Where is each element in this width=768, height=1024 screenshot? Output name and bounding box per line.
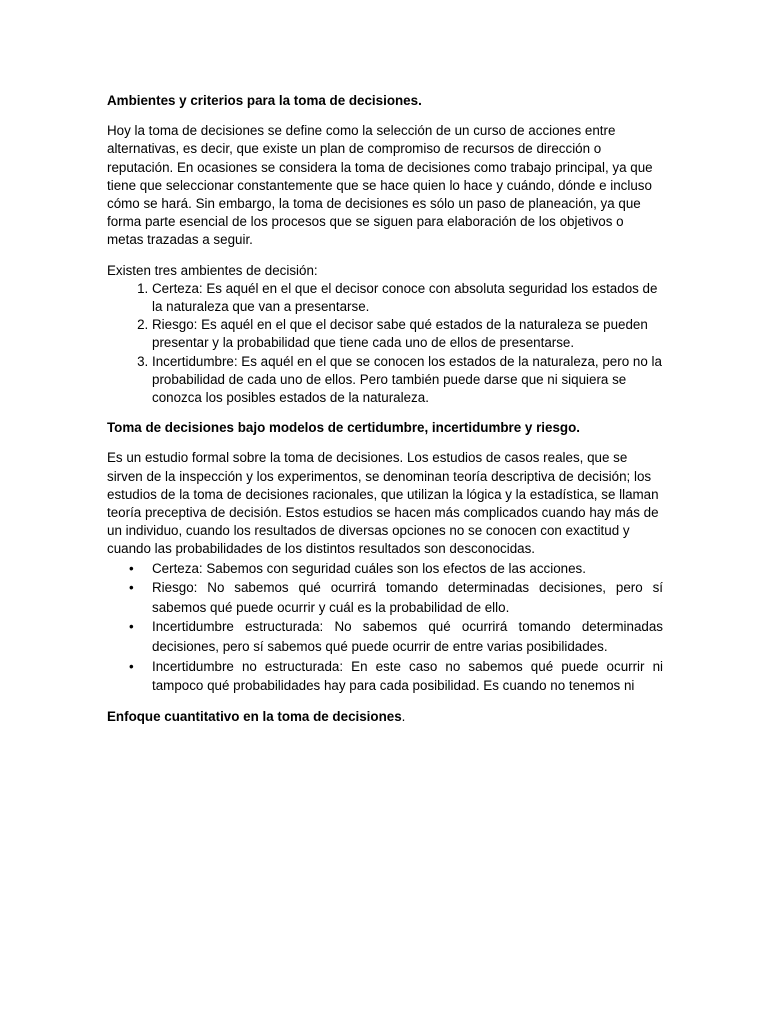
- section-heading-modelos: Toma de decisiones bajo modelos de certidumbre, incertidumbre y riesgo.: [107, 420, 581, 436]
- numbered-item-riesgo: 2. Riesgo: Es aquél en el que el decisor sabe qué estados de la naturaleza se pueden presentar y la probabilidad que tiene cada uno de ellos de presentarse.: [152, 316, 663, 352]
- document-page: [107, 92, 663, 726]
- bullet-dot-icon: •: [129, 560, 134, 576]
- section-heading-enfoque: [107, 708, 663, 726]
- bullet-item-incertidumbre-estructurada: [129, 617, 663, 656]
- bullet-item-certeza: [129, 559, 663, 579]
- modelos-bullet-list: [107, 559, 663, 696]
- bullet-item-incertidumbre-no-estructurada: [129, 657, 663, 696]
- bullet-dot-icon: •: [129, 658, 134, 674]
- section-heading-ambientes: Ambientes y criterios para la toma de decisiones.: [107, 93, 422, 108]
- intro-paragraph: Hoy la toma de decisiones se define como la selección de un curso de acciones entre alternativas, es decir, que existe un plan de compromiso de recursos de dirección o reputación. En ocasiones se considera la toma de decisiones como trabajo principal, ya que tiene que seleccionar constantemente que se hace quien lo hace y cuándo, dónde e incluso cómo se hará. Sin embargo, la toma de decisiones es sólo un paso de planeación, ya que forma parte esencial de los procesos que se siguen para elaboración de los objetivos o metas trazadas a seguir.: [107, 123, 653, 248]
- section-heading-enfoque-period: .: [401, 708, 406, 724]
- ambientes-numbered-list: [107, 280, 663, 407]
- ambientes-intro-paragraph: Existen tres ambientes de decisión:: [107, 262, 318, 278]
- bullet-dot-icon: •: [129, 619, 134, 635]
- section-heading-enfoque-text: Enfoque cuantitativo en la toma de decisiones: [107, 708, 402, 724]
- estudio-formal-paragraph: Es un estudio formal sobre la toma de decisiones. Los estudios de casos reales, que se sirven de la inspección y los experimentos, se denominan teoría descriptiva de decisión; los estudios de la toma de decisiones racionales, que utilizan la lógica y la estadística, se llaman teoría preceptiva de decisión. Estos estudios se hacen más complicados cuando hay más de un individuo, cuando los resultados de diversas opciones no se conocen con exactitud y cuando las probabilidades de los distintos resultados son desconocidas.: [107, 450, 659, 557]
- bullet-dot-icon: •: [129, 580, 134, 596]
- bullet-item-riesgo: [129, 578, 663, 617]
- bullet-item-text: Incertidumbre no estructurada: En este caso no sabemos qué puede ocurrir ni tampoco qué probabilidades hay para cada posibilidad. Es cuando no tenemos ni: [152, 658, 663, 694]
- numbered-item-certeza: 1. Certeza: Es aquél en el que el decisor conoce con absoluta seguridad los estados de la naturaleza que van a presentarse.: [152, 280, 663, 316]
- bullet-item-text: Riesgo: No sabemos qué ocurrirá tomando determinadas decisiones, pero sí sabemos qué puede ocurrir y cuál es la probabilidad de ello.: [152, 580, 663, 615]
- bullet-item-text: Incertidumbre estructurada: No sabemos qué ocurrirá tomando determinadas decisiones, pero sí sabemos qué puede ocurrir de entre varias posibilidades.: [152, 619, 663, 655]
- numbered-item-incertidumbre: 3. Incertidumbre: Es aquél en el que se conocen los estados de la naturaleza, pero no la probabilidad de cada uno de ellos. Pero también puede darse que ni siquiera se conozca los posibles estados de la naturaleza.: [152, 353, 663, 408]
- bullet-item-text: Certeza: Sabemos con seguridad cuáles son los efectos de las acciones.: [152, 560, 586, 576]
